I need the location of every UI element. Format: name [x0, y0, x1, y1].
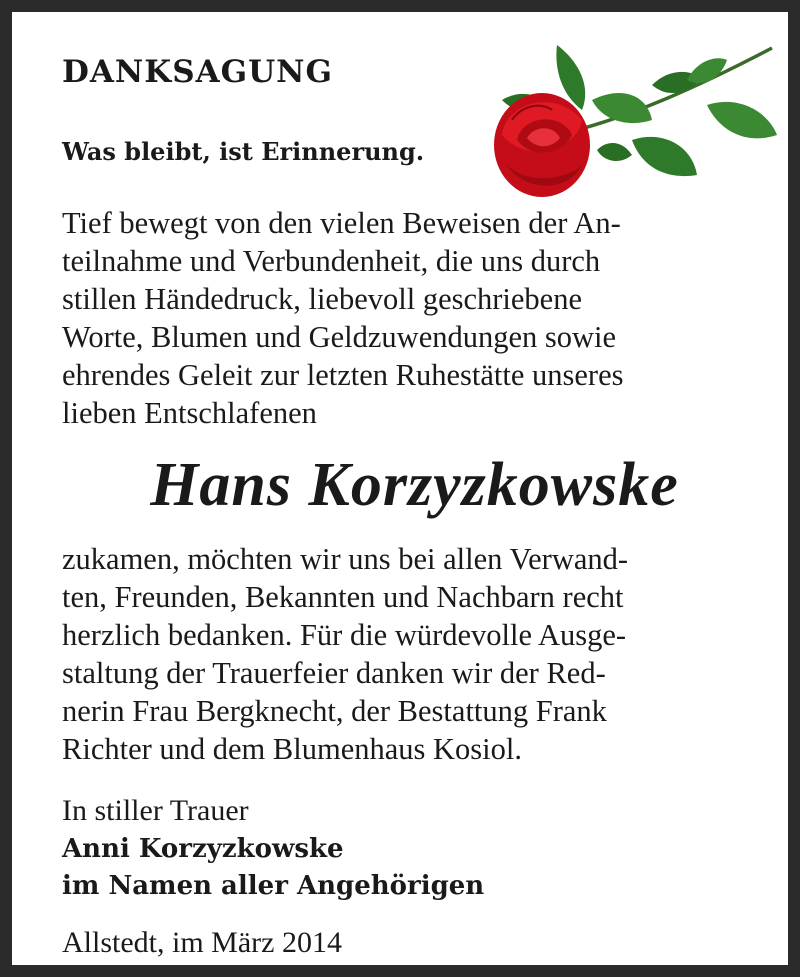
- closing-phrase: In stiller Trauer: [62, 794, 249, 827]
- motto: Was bleibt, ist Erinnerung.: [62, 137, 425, 166]
- deceased-name: Hans Korzyzkowske: [150, 451, 679, 519]
- paragraph-1: [62, 204, 767, 432]
- text-line: nerin Frau Bergknecht, der Bestattung Frank: [62, 694, 607, 728]
- text-line: zukamen, möchten wir uns bei allen Verwand-: [62, 542, 629, 576]
- text-line: Worte, Blumen und Geldzuwendungen sowie: [62, 320, 617, 354]
- text-line: herzlich bedanken. Für die würdevolle Ausge-: [62, 618, 627, 652]
- text-line: stillen Händedruck, liebevoll geschriebene: [62, 282, 583, 316]
- place-date: Allstedt, im März 2014: [62, 926, 342, 959]
- notice-content: [62, 42, 767, 959]
- text-line: ehrendes Geleit zur letzten Ruhestätte unseres: [62, 358, 624, 392]
- signatory-note: im Namen aller Angehörigen: [62, 871, 485, 901]
- text-line: Richter und dem Blumenhaus Kosiol.: [62, 732, 522, 766]
- text-line: lieben Entschlafenen: [62, 396, 317, 430]
- text-line: ten, Freunden, Bekannten und Nachbarn recht: [62, 580, 624, 614]
- paragraph-2: [62, 540, 767, 768]
- notice-heading: DANKSAGUNG: [62, 54, 333, 90]
- text-line: Tief bewegt von den vielen Beweisen der An-: [62, 206, 621, 240]
- text-line: staltung der Trauerfeier danken wir der Red-: [62, 656, 606, 690]
- text-line: teilnahme und Verbundenheit, die uns durch: [62, 244, 601, 278]
- signatory-name: Anni Korzyzkowske: [62, 834, 344, 864]
